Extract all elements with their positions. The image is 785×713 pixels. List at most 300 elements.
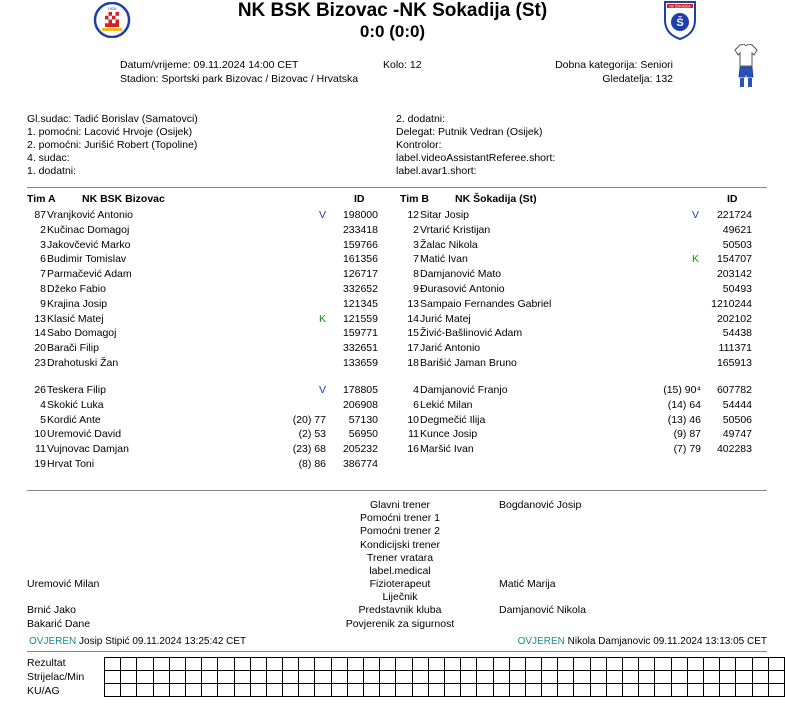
divider: [27, 490, 767, 491]
result-grid-cell: [703, 658, 719, 671]
spectators: Gledatelja: 132: [602, 73, 673, 85]
official-line: 1. dodatni:: [27, 165, 77, 177]
staff-role-label: label.medical: [369, 565, 431, 577]
player-id: 133659: [342, 357, 378, 369]
scorer-row-label: Strijelac/Min: [27, 671, 85, 683]
player-name: Krajina Josip: [47, 297, 108, 310]
result-grid-cell: [639, 658, 655, 671]
result-grid-cell: [331, 658, 347, 671]
staff-role-label: Pomoćni trener 2: [360, 525, 440, 537]
player-number: 26: [34, 384, 46, 396]
match-title: NK BSK Bizovac -NK Sokadija (St): [237, 0, 548, 21]
team-b-label: Tim B: [400, 193, 429, 205]
player-number: 11: [35, 443, 46, 456]
player-row: [0, 341, 785, 356]
result-grid-cell: [218, 684, 234, 697]
result-grid-cell: [558, 658, 574, 671]
svg-text:1926: 1926: [107, 6, 117, 11]
result-grid-cell: [412, 658, 428, 671]
result-grid-cell: [347, 658, 363, 671]
result-grid-cell: [105, 658, 121, 671]
player-name: Jakovčević Marko: [47, 238, 131, 251]
result-grid-cell: [299, 658, 315, 671]
player-number: 5: [40, 413, 46, 426]
official-line: Delegat: Putnik Vedran (Osijek): [396, 126, 543, 138]
player-name: Sabo Domagoj: [47, 327, 117, 340]
player-id: 54444: [722, 398, 752, 411]
player-name: Damjanović Franjo: [420, 384, 508, 396]
substitution-info: (23) 68: [292, 443, 326, 456]
away-club-logo: [663, 0, 697, 43]
result-grid-cell: [380, 671, 396, 684]
home-club-rep: Brnić Jako: [27, 604, 77, 616]
result-grid-cell: [105, 684, 121, 697]
player-row: [0, 427, 785, 442]
official-line: Gl.sudac: Tadić Borislav (Samatovci): [27, 113, 198, 125]
result-grid-cell: [542, 658, 558, 671]
result-grid-cell: [234, 658, 250, 671]
player-row: [0, 457, 785, 472]
player-number: 6: [413, 398, 419, 411]
player-id: 386774: [342, 458, 378, 470]
age-category: Dobna kategorija: Seniori: [555, 59, 673, 71]
player-id: 607782: [716, 384, 752, 396]
player-name: Živić-Bašlinović Adam: [420, 327, 523, 340]
result-grid-cell: [720, 658, 736, 671]
result-grid-cell: [396, 658, 412, 671]
official-line: 1. pomoćni: Lacović Hrvoje (Osijek): [27, 126, 193, 138]
player-id: 202102: [716, 312, 752, 325]
player-name: Jurić Matej: [420, 312, 471, 325]
result-grid-cell: [525, 671, 541, 684]
player-id: 126717: [342, 268, 378, 281]
staff-role-label: Glavni trener: [369, 499, 431, 511]
player-name: Žalac Nikola: [420, 238, 478, 251]
player-number: 18: [407, 357, 419, 369]
result-grid-cell: [655, 671, 671, 684]
player-id: 161356: [342, 253, 378, 266]
result-grid-cell: [574, 658, 590, 671]
captain-mark: K: [692, 253, 700, 266]
home-verified-text: Josip Stipić 09.11.2024 13:25:42 CET: [79, 636, 247, 647]
result-grid-cell: [250, 658, 266, 671]
result-grid-cell: [606, 658, 622, 671]
player-number: 87: [34, 209, 46, 221]
captain-mark: K: [319, 312, 327, 325]
result-grid-cell: [169, 684, 185, 697]
player-number: 9: [40, 297, 46, 310]
substitution-info: (13) 46: [667, 413, 701, 426]
goalkeeper-mark: V: [319, 384, 327, 396]
result-grid-cell: [477, 658, 493, 671]
result-grid-cell: [234, 684, 250, 697]
result-grid-cell: [380, 658, 396, 671]
team-a-label: Tim A: [27, 193, 56, 205]
result-grid-cell: [606, 671, 622, 684]
result-grid-cell: [687, 684, 703, 697]
player-name: Vranjković Antonio: [47, 209, 133, 221]
result-grid-cell: [137, 658, 153, 671]
result-grid-cell: [202, 671, 218, 684]
result-grid-cell: [590, 671, 606, 684]
player-row: [0, 252, 785, 267]
player-row: [0, 223, 785, 238]
team-a-id-header: ID: [354, 193, 365, 205]
result-grid-cell: [299, 684, 315, 697]
player-name: Damjanović Mato: [420, 268, 502, 281]
home-verification: [29, 636, 246, 647]
result-grid-cell: [299, 671, 315, 684]
result-grid-cell: [558, 684, 574, 697]
result-grid-cell: [477, 684, 493, 697]
player-number: 2: [40, 223, 46, 236]
result-grid-cell: [493, 684, 509, 697]
official-line: label.videoAssistantReferee.short:: [396, 152, 556, 164]
away-physio: Matić Marija: [499, 578, 556, 590]
result-grid-cell: [574, 684, 590, 697]
result-grid-cell: [606, 684, 622, 697]
result-grid-cell: [477, 671, 493, 684]
player-row: [0, 208, 785, 223]
player-name: Matić Ivan: [420, 253, 468, 266]
player-name: Klasić Matej: [47, 312, 104, 325]
player-name: Kučinac Domagoj: [47, 223, 130, 236]
result-grid-cell: [331, 671, 347, 684]
official-line: Kontrolor:: [396, 139, 442, 151]
player-id: 159771: [342, 327, 378, 340]
official-line: 2. dodatni:: [396, 113, 446, 125]
player-row: [0, 356, 785, 371]
result-grid-cell: [671, 658, 687, 671]
result-grid-cell: [396, 684, 412, 697]
player-id: 50493: [722, 283, 752, 295]
result-grid-cell: [655, 684, 671, 697]
player-name: Drahotuski Žan: [47, 357, 119, 369]
result-grid-cell: [752, 671, 768, 684]
player-row: [0, 238, 785, 253]
result-grid-row: [105, 658, 785, 671]
result-grid-row: [105, 684, 785, 697]
player-id: 198000: [342, 209, 378, 221]
result-grid-cell: [623, 658, 639, 671]
home-security-officer: Bakarić Dane: [27, 618, 91, 630]
player-row: [0, 297, 785, 312]
result-grid-cell: [574, 671, 590, 684]
result-grid-cell: [315, 671, 331, 684]
official-line: 2. pomoćni: Jurišić Robert (Topoline): [27, 139, 198, 151]
substitution-info: (2) 53: [298, 428, 326, 441]
goalkeeper-mark: V: [692, 209, 700, 221]
result-grid-cell: [509, 658, 525, 671]
player-number: 7: [413, 253, 419, 266]
player-id: 50506: [722, 413, 752, 426]
official-line: 4. sudac:: [27, 152, 70, 164]
player-name: Kunce Josip: [420, 428, 478, 441]
player-number: 17: [407, 342, 419, 355]
player-id: 332651: [342, 342, 378, 355]
player-name: Parmačević Adam: [47, 268, 132, 281]
match-stadium: Stadion: Sportski park Bizovac / Bizovac / Hrvatska: [120, 73, 359, 85]
player-id: 178805: [342, 384, 378, 396]
player-number: 4: [40, 398, 46, 411]
result-grid-cell: [655, 658, 671, 671]
player-id: 121559: [342, 312, 378, 325]
result-grid-cell: [169, 671, 185, 684]
result-grid-cell: [315, 684, 331, 697]
result-grid-cell: [412, 671, 428, 684]
result-grid-cell: [444, 684, 460, 697]
result-grid-cell: [331, 684, 347, 697]
result-grid-cell: [703, 671, 719, 684]
player-name: Barišić Jaman Bruno: [420, 357, 517, 369]
result-grid-cell: [137, 684, 153, 697]
away-verification: [518, 636, 767, 647]
player-name: Džeko Fabio: [47, 283, 106, 295]
result-grid-cell: [137, 671, 153, 684]
player-name: Kordić Ante: [47, 413, 101, 426]
player-id: 121345: [342, 297, 378, 310]
player-row: [0, 413, 785, 428]
player-number: 15: [407, 327, 419, 340]
player-id: 221724: [716, 209, 752, 221]
result-grid-cell: [428, 684, 444, 697]
result-grid-cell: [590, 658, 606, 671]
player-name: Hrvat Toni: [47, 458, 95, 470]
player-number: 12: [407, 209, 419, 221]
player-number: 14: [34, 327, 46, 340]
player-number: 10: [407, 413, 419, 426]
result-grid-cell: [639, 671, 655, 684]
team-b-id-header: ID: [727, 193, 738, 205]
player-id: 111371: [718, 342, 752, 355]
match-datetime: Datum/vrijeme: 09.11.2024 14:00 CET: [120, 59, 299, 71]
result-grid-cell: [720, 671, 736, 684]
match-round: Kolo: 12: [383, 59, 422, 71]
substitution-info: (14) 64: [667, 398, 701, 411]
player-number: 10: [34, 428, 46, 441]
result-grid-cell: [639, 684, 655, 697]
team-b-name: NK Šokadija (St): [455, 193, 537, 205]
player-name: Sampaio Fernandes Gabriel: [420, 297, 552, 310]
result-grid-cell: [768, 671, 784, 684]
result-grid-cell: [347, 671, 363, 684]
result-grid-cell: [444, 658, 460, 671]
away-head-coach: Bogdanović Josip: [499, 499, 582, 511]
result-grid-cell: [720, 684, 736, 697]
player-id: 154707: [716, 253, 752, 266]
player-name: Skokić Luka: [47, 398, 104, 411]
player-number: 9: [413, 283, 419, 295]
player-id: 56950: [348, 428, 378, 441]
player-number: 19: [34, 458, 46, 470]
player-number: 3: [413, 238, 419, 251]
player-name: Đurasović Antonio: [420, 283, 505, 295]
result-grid-cell: [525, 658, 541, 671]
result-grid-cell: [703, 684, 719, 697]
player-id: 165913: [716, 357, 752, 369]
player-number: 20: [34, 342, 46, 355]
player-number: 6: [40, 253, 46, 266]
player-id: 57130: [348, 413, 378, 426]
player-number: 11: [408, 428, 419, 441]
substitution-info: (7) 79: [673, 443, 701, 456]
player-number: 2: [413, 223, 419, 236]
result-grid-cell: [347, 684, 363, 697]
player-name: Teskera Filip: [47, 384, 106, 396]
away-club-rep: Damjanović Nikola: [499, 604, 586, 616]
staff-role-label: Predstavnik kluba: [358, 604, 442, 616]
result-grid-cell: [169, 658, 185, 671]
result-grid-cell: [250, 684, 266, 697]
player-number: 8: [40, 283, 46, 295]
result-grid-cell: [671, 671, 687, 684]
player-name: Degmečić Ilija: [420, 413, 486, 426]
player-id: 49621: [722, 223, 752, 236]
player-name: Vujnovac Damjan: [47, 443, 129, 456]
result-grid-cell: [185, 684, 201, 697]
result-grid-cell: [525, 684, 541, 697]
player-number: 3: [40, 238, 46, 251]
result-grid-cell: [121, 684, 137, 697]
result-grid-cell: [250, 671, 266, 684]
staff-role-label: Pomoćni trener 1: [360, 512, 440, 524]
player-id: 1210244: [711, 297, 752, 310]
player-id: 402283: [716, 443, 752, 456]
player-number: 14: [407, 312, 419, 325]
player-id: 50503: [722, 238, 752, 251]
player-name: Maršić Ivan: [420, 443, 474, 456]
staff-role-label: Povjerenik za sigurnost: [345, 618, 455, 630]
result-grid-cell: [542, 684, 558, 697]
player-row: [0, 267, 785, 282]
result-grid-cell: [283, 658, 299, 671]
player-id: 205232: [342, 443, 378, 456]
player-number: 4: [413, 384, 419, 396]
player-name: Lekić Milan: [420, 398, 473, 411]
result-grid-cell: [315, 658, 331, 671]
svg-text:Š: Š: [676, 17, 684, 29]
result-grid-row: [105, 671, 785, 684]
player-id: 159766: [342, 238, 378, 251]
result-grid-cell: [283, 671, 299, 684]
player-id: 54438: [722, 327, 752, 340]
result-grid-cell: [153, 658, 169, 671]
result-grid-cell: [736, 684, 752, 697]
result-grid-cell: [444, 671, 460, 684]
player-name: Budimir Tomislav: [47, 253, 127, 266]
player-name: Vrtarić Kristijan: [420, 223, 491, 236]
result-grid: [104, 657, 785, 697]
player-row: [0, 326, 785, 341]
result-grid-cell: [768, 684, 784, 697]
team-a-name: NK BSK Bizovac: [82, 193, 165, 205]
result-grid-cell: [687, 658, 703, 671]
result-grid-cell: [218, 671, 234, 684]
player-row: [0, 398, 785, 413]
result-grid-cell: [185, 658, 201, 671]
kit-icon: [734, 44, 758, 91]
result-grid-cell: [364, 684, 380, 697]
home-verified-status: OVJEREN: [29, 636, 77, 647]
result-grid-cell: [558, 671, 574, 684]
result-grid-cell: [509, 684, 525, 697]
result-grid-cell: [542, 671, 558, 684]
result-grid-cell: [509, 671, 525, 684]
staff-role-label: Liječnik: [382, 591, 418, 603]
result-grid-cell: [218, 658, 234, 671]
result-grid-cell: [121, 658, 137, 671]
player-number: 8: [413, 268, 419, 281]
result-grid-cell: [185, 671, 201, 684]
player-id: 49747: [722, 428, 752, 441]
goalkeeper-mark: V: [319, 209, 327, 221]
player-id: 233418: [342, 223, 378, 236]
cards-row-label: KU/AG: [27, 685, 60, 697]
player-row: [0, 312, 785, 327]
result-grid-cell: [736, 658, 752, 671]
result-grid-cell: [283, 684, 299, 697]
result-grid-cell: [266, 658, 282, 671]
player-number: 16: [407, 443, 419, 456]
result-grid-cell: [153, 684, 169, 697]
result-grid-cell: [687, 671, 703, 684]
away-verified-text: Nikola Damjanovic 09.11.2024 13:13:05 CET: [567, 636, 767, 647]
result-grid-cell: [623, 684, 639, 697]
result-grid-cell: [266, 684, 282, 697]
result-grid-cell: [412, 684, 428, 697]
result-grid-cell: [461, 671, 477, 684]
result-row-label: Rezultat: [27, 657, 66, 669]
result-grid-cell: [234, 671, 250, 684]
player-row: [0, 282, 785, 297]
divider: [27, 187, 767, 188]
result-grid-cell: [752, 658, 768, 671]
player-id: 332652: [342, 283, 378, 295]
result-grid-cell: [461, 684, 477, 697]
divider: [27, 651, 767, 652]
staff-role-label: Fizioterapeut: [369, 578, 431, 590]
result-grid-cell: [671, 684, 687, 697]
result-grid-cell: [752, 684, 768, 697]
result-grid-cell: [768, 658, 784, 671]
result-grid-cell: [153, 671, 169, 684]
player-name: Sitar Josip: [420, 209, 470, 221]
result-grid-cell: [364, 671, 380, 684]
result-grid-cell: [428, 671, 444, 684]
player-name: Barači Filip: [47, 342, 99, 355]
player-number: 7: [40, 268, 46, 281]
result-grid-cell: [623, 671, 639, 684]
player-row: [0, 442, 785, 457]
staff-role-label: Trener vratara: [366, 552, 434, 564]
player-row: [0, 383, 785, 398]
player-id: 206908: [342, 398, 378, 411]
result-grid-cell: [493, 658, 509, 671]
result-grid-cell: [364, 658, 380, 671]
result-grid-cell: [461, 658, 477, 671]
result-grid-cell: [590, 684, 606, 697]
result-grid-cell: [493, 671, 509, 684]
player-number: 13: [34, 312, 46, 325]
player-id: 203142: [716, 268, 752, 281]
result-grid-cell: [428, 658, 444, 671]
svg-text:NK ŠOKADIJA: NK ŠOKADIJA: [669, 4, 691, 9]
player-number: 13: [407, 297, 419, 310]
away-verified-status: OVJEREN: [517, 636, 565, 647]
substitution-info: (9) 87: [673, 428, 701, 441]
player-number: 23: [34, 357, 46, 369]
official-line: label.avar1.short:: [396, 165, 477, 177]
